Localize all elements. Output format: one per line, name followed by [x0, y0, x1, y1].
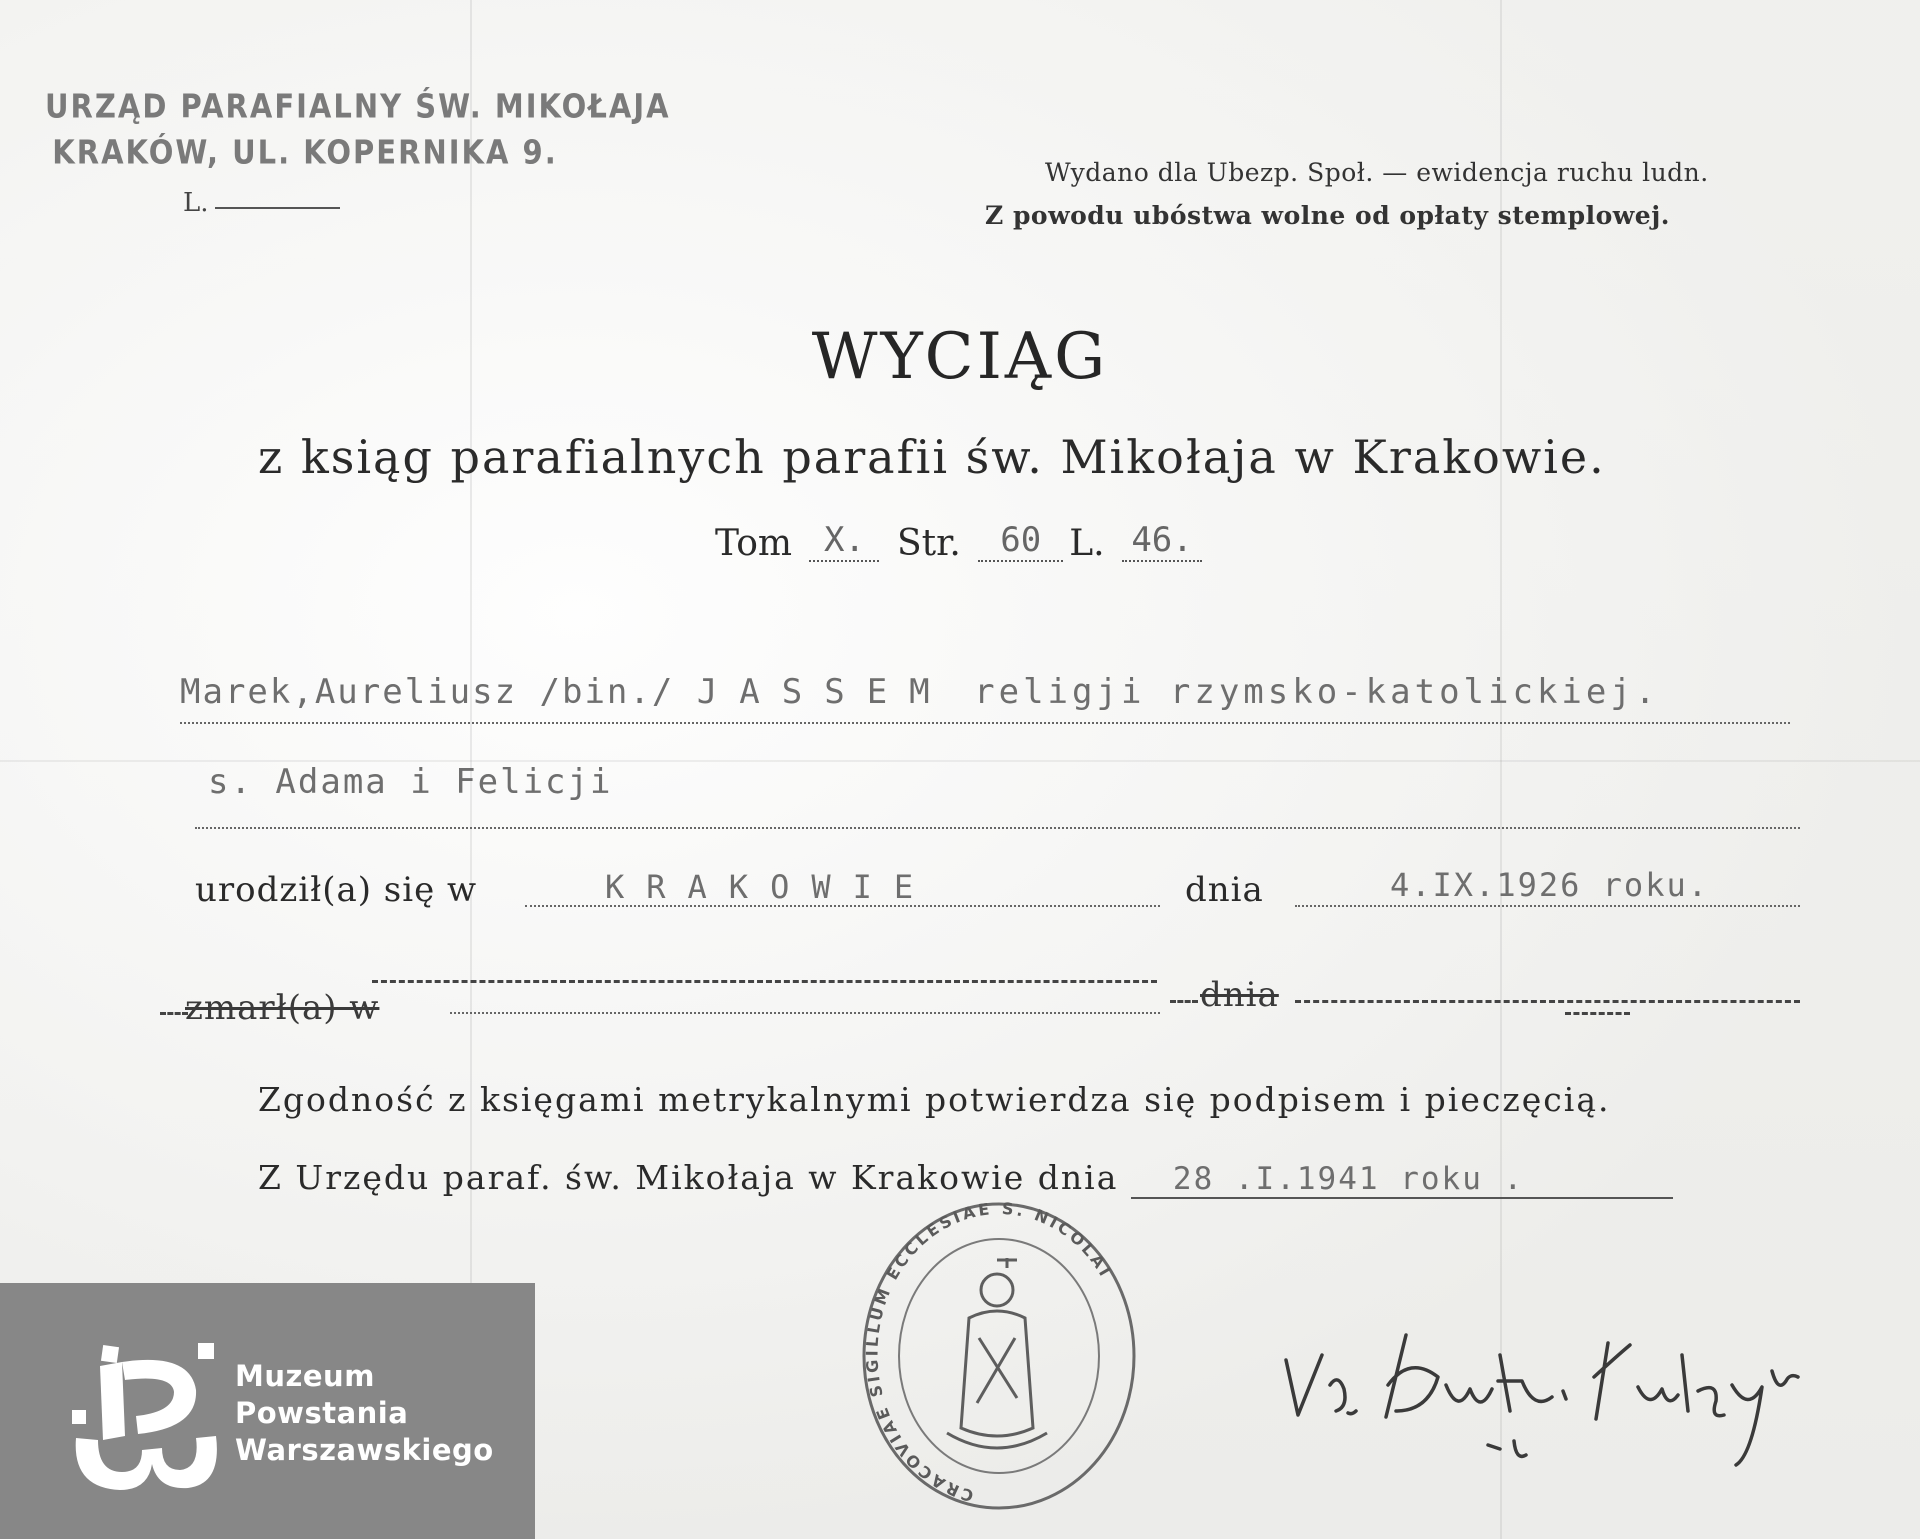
parents-line: s. Adama i Felicji — [208, 762, 613, 802]
l-value: 46. — [1122, 520, 1202, 562]
tom-value: X. — [809, 520, 879, 562]
dotted-rule — [450, 1012, 1160, 1014]
museum-name-line-3: Warszawskiego — [235, 1433, 494, 1467]
death-place-label: zmarł(a) w — [185, 988, 380, 1028]
register-reference — [715, 520, 1208, 564]
museum-logo-badge — [0, 1283, 535, 1539]
parish-seal — [857, 1198, 1142, 1518]
str-label: Str. — [896, 523, 961, 564]
kotwica-anchor-icon — [70, 1338, 220, 1498]
person-line — [180, 672, 1659, 712]
person-religion: religji rzymsko-katolickiej. — [974, 672, 1660, 712]
stamp-line-1: URZĄD PARAFIALNY ŚW. MIKOŁAJA — [45, 86, 671, 126]
l-label: L. — [1069, 523, 1105, 564]
person-given-names: Marek,Aureliusz /bin./ — [180, 672, 675, 712]
issue-date-label: Z Urzędu paraf. św. Mikołaja w Krakowie dnia — [258, 1158, 1119, 1197]
strike-dash — [1170, 1000, 1198, 1003]
strike-dash — [1295, 1000, 1800, 1003]
dotted-rule — [1295, 905, 1800, 907]
birth-place-label: urodził(a) się w — [195, 870, 478, 910]
issuance-note-1: Wydano dla Ubezp. Społ. — ewidencja ruchu ludn. — [1045, 158, 1709, 187]
strike-dash — [160, 1012, 188, 1015]
seal-inscription: CRACOVIAE SIGILLUM ECCLESIAE S. NICOLAI — [862, 1198, 1116, 1506]
dotted-rule — [195, 827, 1800, 829]
museum-name — [235, 1358, 494, 1469]
issue-date-value: 28 .I.1941 roku . — [1131, 1161, 1673, 1199]
birth-date-value: 4.IX.1926 roku. — [1390, 866, 1709, 904]
document-title: WYCIĄG — [811, 320, 1109, 394]
reference-rule — [215, 207, 340, 209]
birth-place-value: KRAKOWIE — [605, 868, 936, 906]
str-value: 60 — [978, 520, 1063, 562]
stamp-reference-label: L. — [183, 188, 209, 218]
issuance-notes — [985, 158, 1805, 230]
museum-name-line-1: Muzeum — [235, 1359, 375, 1393]
death-date-label: dnia — [1200, 975, 1279, 1015]
tom-label: Tom — [715, 523, 793, 564]
paper-fold — [1500, 0, 1502, 1539]
dotted-rule — [525, 905, 1160, 907]
stamp-reference — [183, 188, 340, 218]
document-subtitle: z ksiąg parafialnych parafii św. Mikołaja w Krakowie. — [258, 430, 1606, 484]
issue-date-line — [258, 1158, 1673, 1199]
strike-dash — [1565, 1012, 1630, 1015]
parish-office-stamp — [45, 86, 671, 172]
person-surname: JASSEM — [696, 672, 952, 712]
dotted-rule — [180, 722, 1790, 724]
stamp-line-2: KRAKÓW, UL. KOPERNIKA 9. — [52, 132, 558, 172]
museum-name-line-2: Powstania — [235, 1396, 409, 1430]
strike-dash — [372, 980, 1157, 983]
priest-signature — [1278, 1315, 1818, 1485]
issuance-note-2: Z powodu ubóstwa wolne od opłaty stemplowej. — [985, 201, 1670, 230]
confirmation-statement: Zgodność z księgami metrykalnymi potwierdza się podpisem i pieczęcią. — [258, 1080, 1611, 1119]
birth-date-label: dnia — [1185, 870, 1264, 910]
